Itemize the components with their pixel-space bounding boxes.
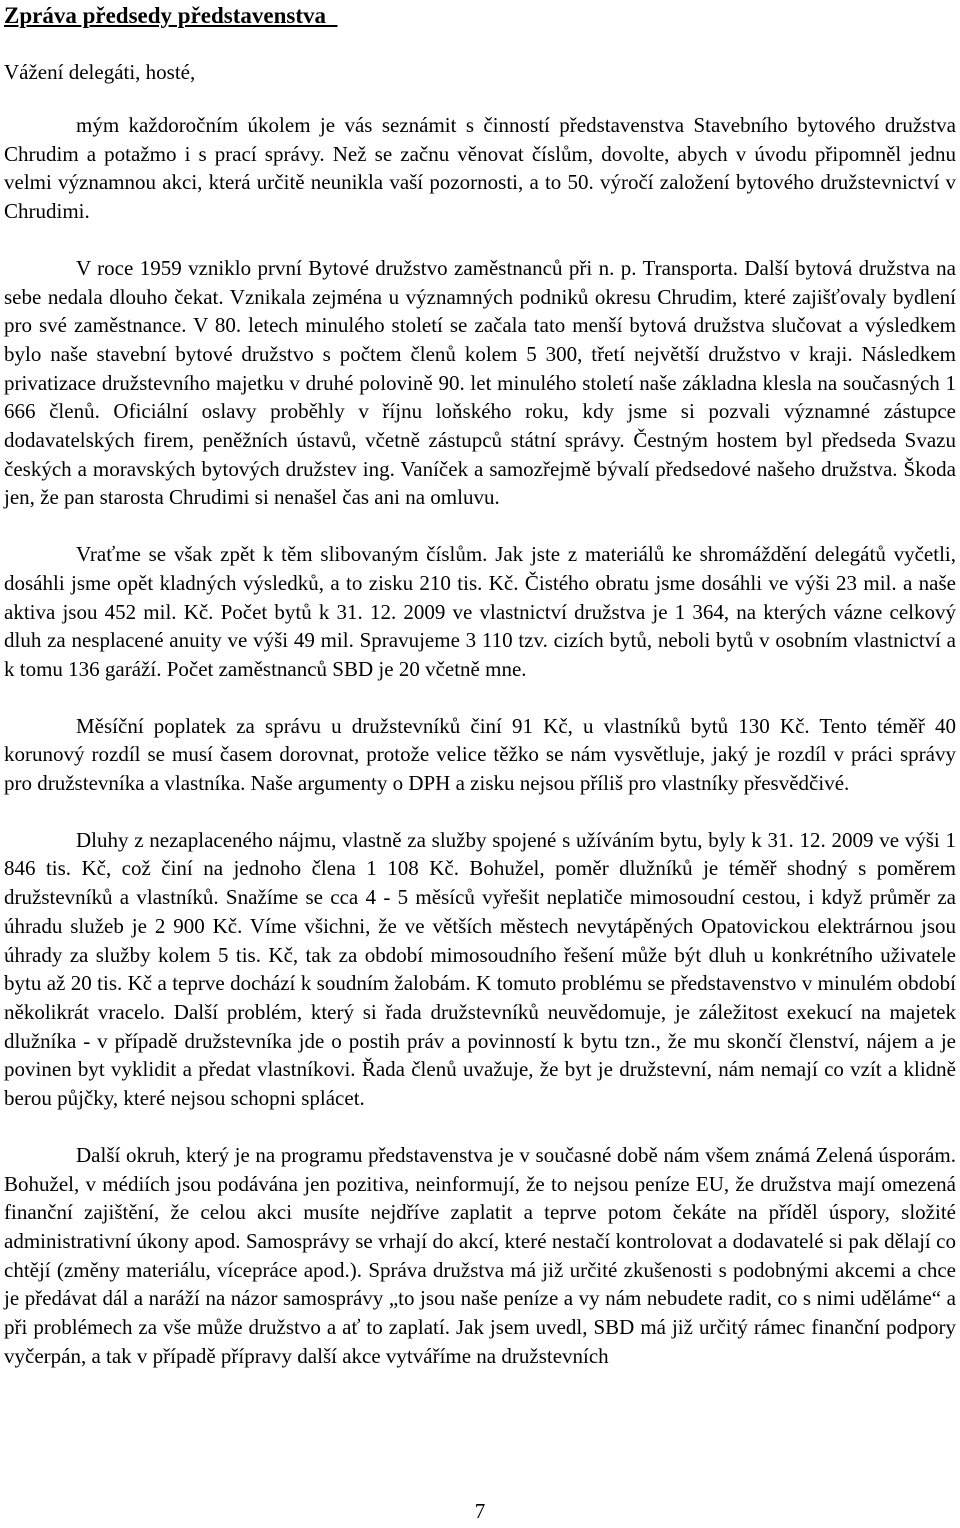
greeting: Vážení delegáti, hosté, xyxy=(4,60,196,84)
document-page xyxy=(4,0,956,1528)
paragraph-history: V roce 1959 vzniklo první Bytové družstvo zaměstnanců při n. p. Transporta. Další bytová družstva na sebe nedala dlouho čekat. Vznikala zejména u významných podniků okresu Chrudim, které zajišťovaly bydlení pro své zaměstnance. V 80. letech minulého století se začala tato menší bytová družstva slučovat a výsledkem bylo naše stavební bytové družstvo s počtem členů kolem 5 300, třetí největší družstvo v kraji. Následkem privatizace družstevního majetku v druhé polovině 90. let minulého století naše základna klesla na současných 1 666 členů. Oficiální oslavy proběhly v říjnu loňského roku, kdy jsme si pozvali významné zástupce dodavatelských firem, peněžních ústavů, včetně zástupců státní správy. Čestným hostem byl předseda Svazu českých a moravských bytových družstev ing. Vaníček a samozřejmě bývalí předsedové našeho družstva. Škoda jen, že pan starosta Chrudimi si nenašel čas ani na omluvu. xyxy=(4,255,956,510)
page-title: Zpráva předsedy představenstva xyxy=(4,3,338,28)
paragraph-debts: Dluhy z nezaplaceného nájmu, vlastně za služby spojené s užíváním bytu, byly k 31. 12. 2009 ve výši 1 846 tis. Kč, což činí na jednoho člena 1 108 Kč. Bohužel, poměr dlužníků je téměř shodný s poměrem družstevníků a vlastníků. Snažíme se cca 4 - 5 měsíců vyřešit neplatiče mimosoudní cestou, i když průměr za úhradu služeb je 2 900 Kč. Víme všichni, že ve větších městech nevytápěných Opatovickou elektrárnou jsou úhrady za služby kolem 5 tis. Kč, tak za období mimosoudního řešení může být dluh u konkrétního uživatele bytu až 20 tis. Kč a teprve dochází k soudním žalobám. K tomuto problému se představenstvo v minulém období několikrát vracelo. Další problém, který si řada družstevníků neuvědomuje, je záležitost exekucí na majetek dlužníka - v případě družstevníka jde o postih práv a povinností k bytu tzn., že mu skončí členství, nájem a je povinen byt vyklidit a předat vlastníkovi. Řada členů uvažuje, že byt je družstevní, nám nemají co vzít a klidně berou půjčky, které nejsou schopni splácet. xyxy=(4,827,956,1111)
paragraph-green-savings: Další okruh, který je na programu představenstva je v současné době nám všem známá Zelená úsporám. Bohužel, v médiích jsou podávána jen pozitiva, neinformují, že to nejsou peníze EU, že družstva mají omezená finanční zajištění, že celou akci musíte nejdříve zaplatit a teprve potom čekáte na příděl úspory, složité administrativní úkony apod. Samosprávy se vrhají do akcí, které nestačí kontrolovat a dodavatelé si pak dělají co chtějí (změny materiálu, vícepráce apod.). Správa družstva má již určité zkušenosti s podobnými akcemi a chce je předávat dál a naráží na názor samosprávy „to jsou naše peníze a vy nám nebudete radit, co s nimi uděláme“ a při problémech za vše může družstvo a ať to zaplatí. Jak jsem uvedl, SBD má již určitý rámec finanční podpory vyčerpán, a tak v případě přípravy další akce vytváříme na družstevních xyxy=(4,1142,956,1368)
paragraph-fees: Měsíční poplatek za správu u družstevníků činí 91 Kč, u vlastníků bytů 130 Kč. Tento téměř 40 korunový rozdíl se musí časem dorovnat, protože velice těžko se nám vysvětluje, jaký je rozdíl v práci správy pro družstevníka a vlastníka. Naše argumenty o DPH a zisku nejsou příliš pro vlastníky přesvědčivé. xyxy=(4,713,956,796)
paragraph-intro: mým každoročním úkolem je vás seznámit s činností představenstva Stavebního bytového družstva Chrudim a potažmo i s prací správy. Než se začnu věnovat číslům, dovolte, abych v úvodu připomněl jednu velmi významnou akci, která určitě neunikla vaší pozornosti, a to 50. výročí založení bytového družstevnictví v Chrudimi. xyxy=(4,113,956,224)
page-number: 7 xyxy=(474,1499,486,1523)
paragraph-numbers: Vraťme se však zpět k těm slibovaným číslům. Jak jste z materiálů ke shromáždění delegátů vyčetli, dosáhli jsme opět kladných výsledků, a to zisku 210 tis. Kč. Čistého obratu jsme dosáhli ve výši 23 mil. a naše aktiva jsou 452 mil. Kč. Počet bytů k 31. 12. 2009 ve vlastnictví družstva je 1 364, na kterých vázne celkový dluh za nesplacené anuity ve výši 49 mil. Spravujeme 3 110 tzv. cizích bytů, neboli bytů v osobním vlastnictví a k tomu 136 garáží. Počet zaměstnanců SBD je 20 včetně mne. xyxy=(4,542,956,681)
